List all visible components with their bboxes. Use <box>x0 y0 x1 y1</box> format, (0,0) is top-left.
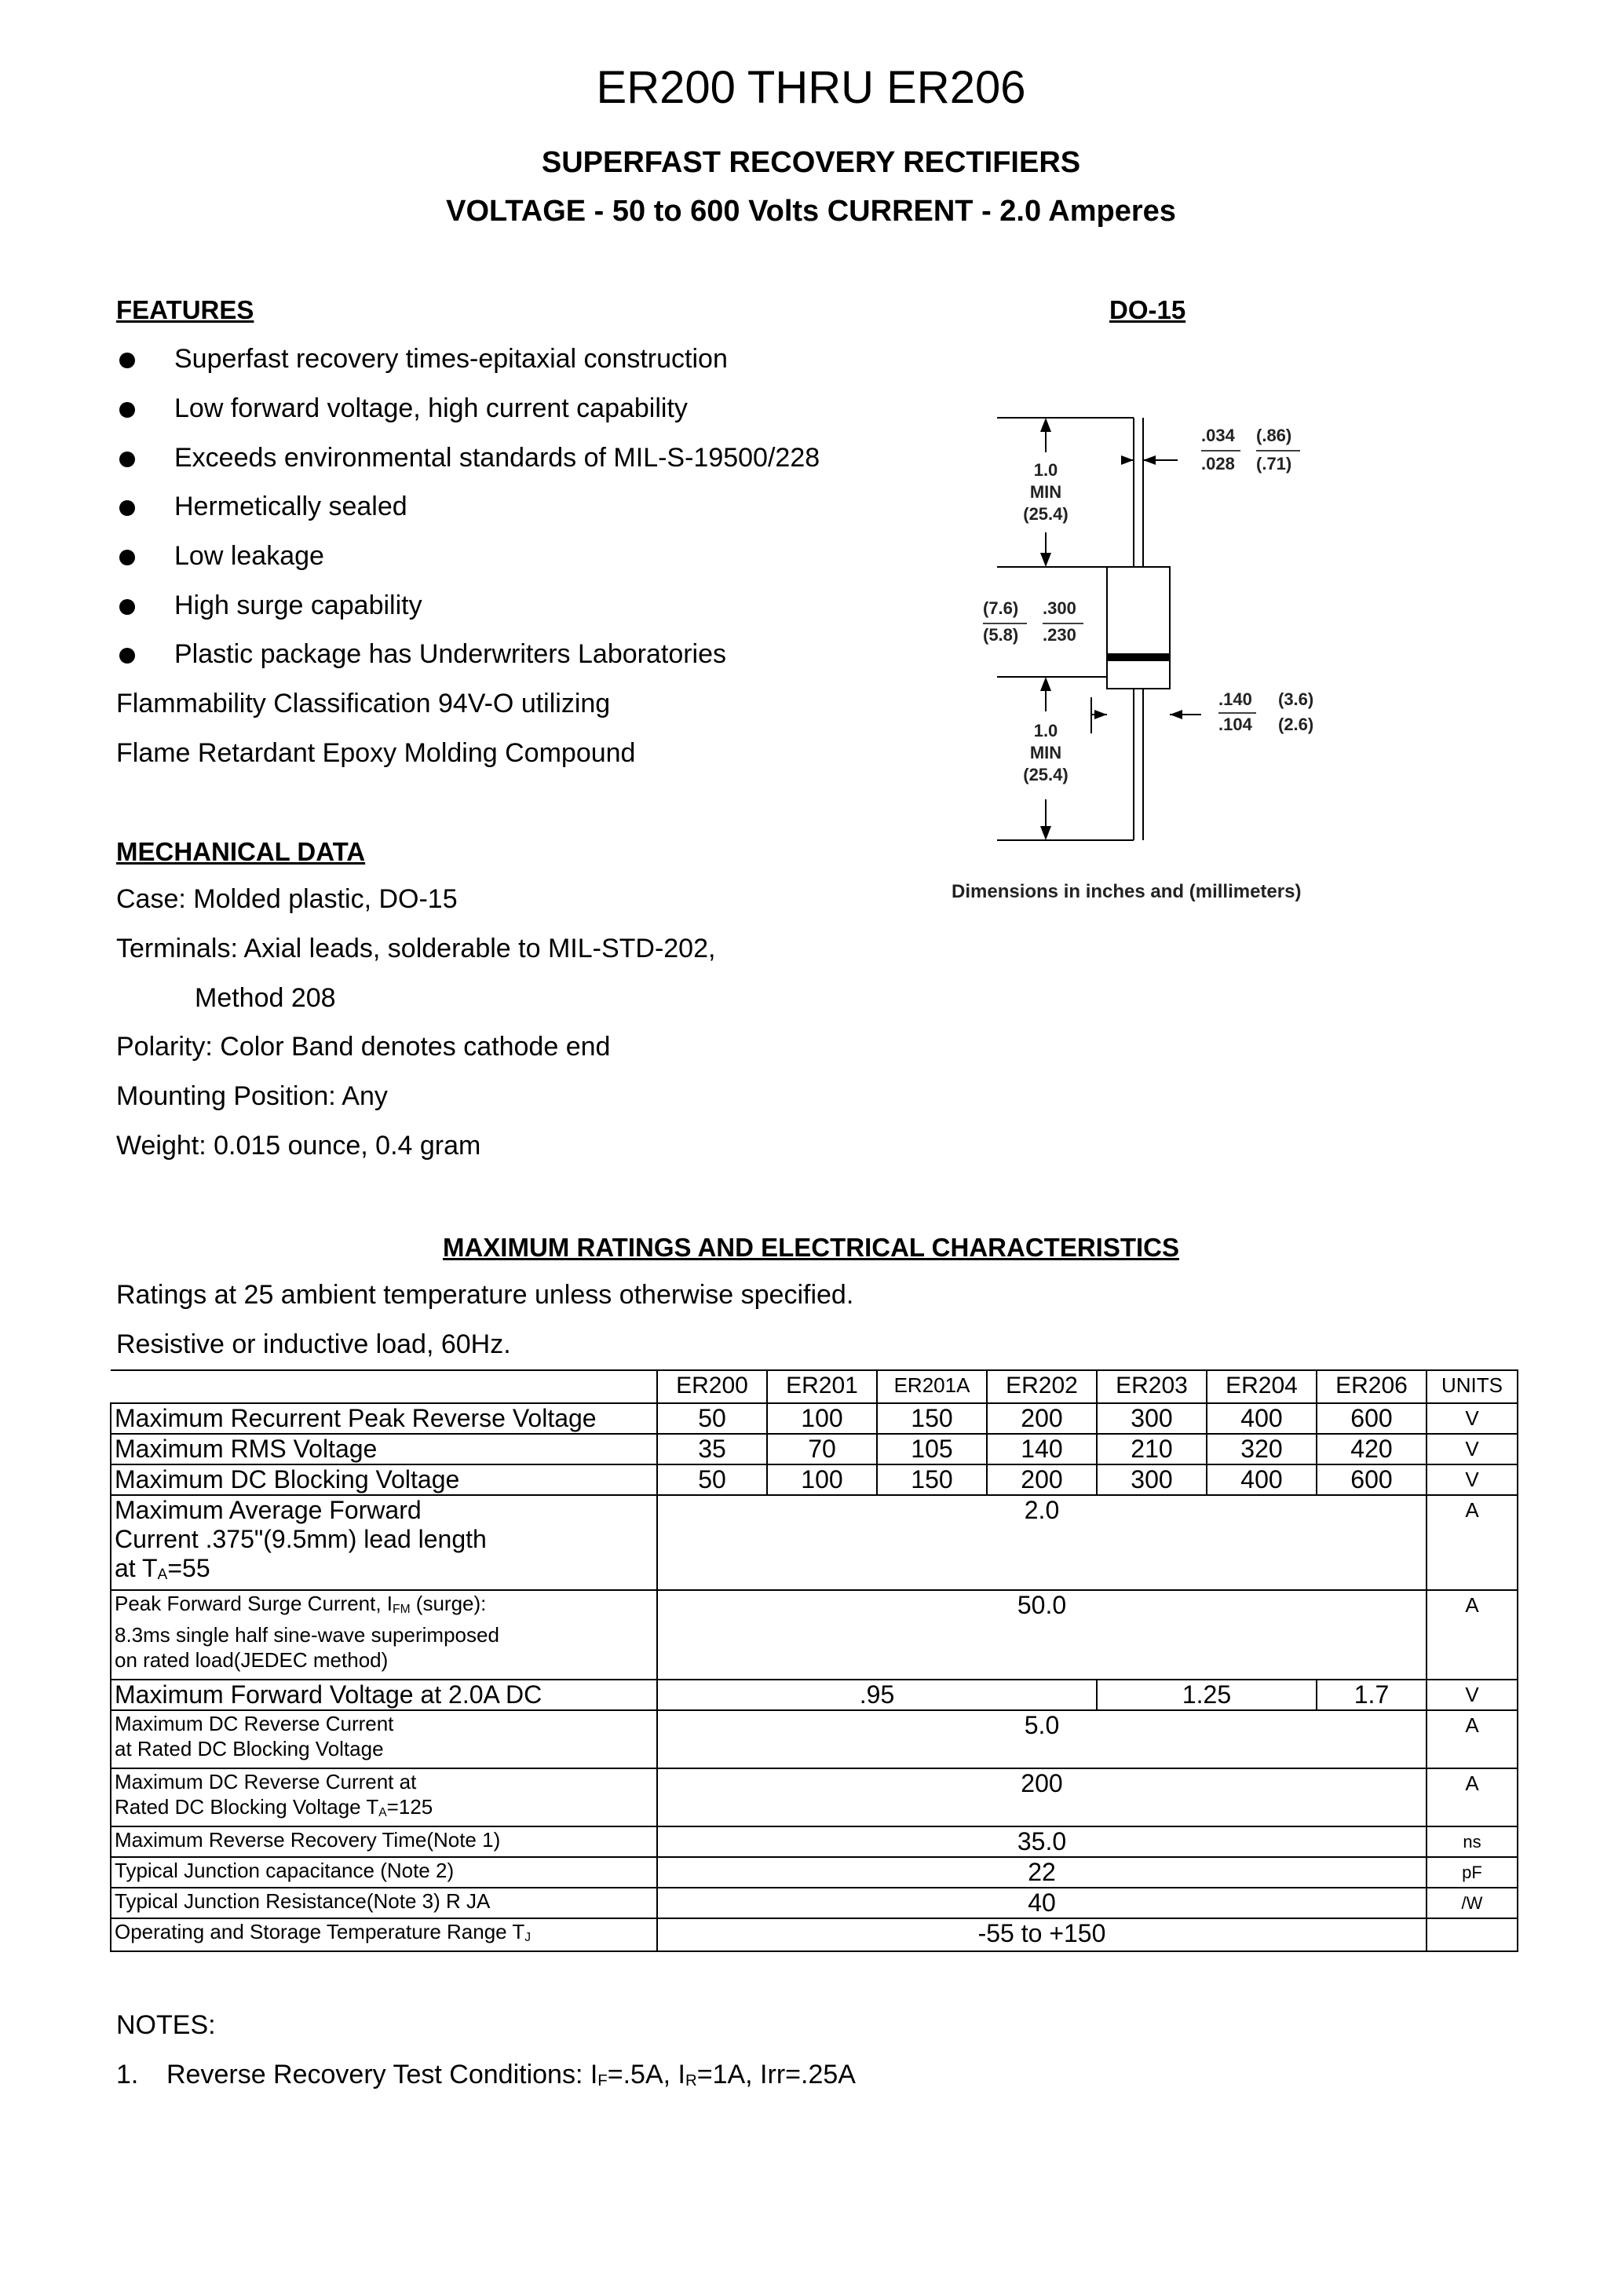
row-label-line: Current .375"(9.5mm) lead length <box>115 1525 487 1553</box>
ratings-heading: MAXIMUM RATINGS AND ELECTRICAL CHARACTERISTICS <box>442 1233 1180 1262</box>
row-label-line: Maximum DC Reverse Current at <box>115 1770 417 1793</box>
feature-item: Hermetically sealed <box>174 492 407 521</box>
table-cell: 50 <box>657 1403 767 1434</box>
dim-label: (25.4) <box>1023 765 1069 784</box>
mechanical-line: Method 208 <box>195 983 336 1013</box>
row-label: Maximum DC Blocking Voltage <box>111 1464 657 1495</box>
table-row <box>111 1918 1518 1951</box>
page-title: ER200 THRU ER206 <box>596 62 1026 113</box>
row-label <box>111 1495 657 1590</box>
dim-label: .034 <box>1201 426 1235 445</box>
table-cell: 35.0 <box>657 1826 1427 1857</box>
row-label-line: on rated load(JEDEC method) <box>115 1648 389 1672</box>
table-cell: 70 <box>767 1434 877 1464</box>
table-cell: 50.0 <box>657 1590 1427 1680</box>
dim-label: (.86) <box>1256 426 1292 445</box>
table-cell: 300 <box>1097 1403 1207 1434</box>
row-label <box>111 1710 657 1768</box>
dim-label: (25.4) <box>1023 504 1069 524</box>
table-cell: -55 to +150 <box>657 1918 1427 1951</box>
dim-label: MIN <box>1029 482 1062 502</box>
table-cell: 600 <box>1317 1464 1427 1495</box>
dim-label: 1.0 <box>1033 721 1058 740</box>
table-cell: 100 <box>767 1403 877 1434</box>
table-cell: 140 <box>987 1434 1097 1464</box>
table-row <box>111 1495 1518 1590</box>
feature-item: Low leakage <box>174 541 324 571</box>
dim-label: .300 <box>1043 598 1076 618</box>
table-cell: 420 <box>1317 1434 1427 1464</box>
dim-label: .104 <box>1218 715 1252 734</box>
unit-cell: ns <box>1427 1826 1518 1857</box>
table-cell: 400 <box>1207 1403 1317 1434</box>
features-heading: FEATURES <box>116 295 254 324</box>
table-row <box>111 1888 1518 1918</box>
feature-item: Low forward voltage, high current capability <box>174 393 688 423</box>
dimensions-note: Dimensions in inches and (millimeters) <box>952 881 1302 902</box>
subtitle: SUPERFAST RECOVERY RECTIFIERS <box>541 146 1081 179</box>
dim-label: MIN <box>1029 743 1062 762</box>
table-corner <box>111 1370 657 1403</box>
bullet-icon <box>119 353 135 368</box>
bullet-icon <box>119 452 135 467</box>
table-row <box>111 1857 1518 1888</box>
table-header-row <box>111 1370 1518 1403</box>
table-cell: 50 <box>657 1464 767 1495</box>
notes-heading: NOTES: <box>116 2010 216 2040</box>
cathode-band <box>1107 653 1170 661</box>
bullet-icon <box>119 550 135 565</box>
row-label: Maximum Forward Voltage at 2.0A DC <box>111 1680 657 1710</box>
row-label: Maximum Reverse Recovery Time(Note 1) <box>111 1826 657 1857</box>
table-cell: 150 <box>877 1464 987 1495</box>
row-label: Typical Junction capacitance (Note 2) <box>111 1857 657 1888</box>
column-header: ER201 <box>767 1370 877 1403</box>
row-label-line: Maximum DC Reverse Current <box>115 1712 394 1735</box>
feature-item: High surge capability <box>174 590 422 620</box>
row-label-line: at $T_A=55$ <box>115 1554 210 1583</box>
ratings-note: Resistive or inductive load, 60Hz. <box>116 1329 511 1359</box>
unit-cell: A <box>1427 1495 1518 1590</box>
row-label <box>111 1768 657 1826</box>
dim-label: (2.6) <box>1278 715 1314 734</box>
row-label: Operating and Storage Temperature Range $T_J$ <box>111 1918 657 1951</box>
feature-item: Superfast recovery times-epitaxial construction <box>174 344 728 374</box>
table-cell: 2.0 <box>657 1495 1427 1590</box>
table-cell: 210 <box>1097 1434 1207 1464</box>
unit-cell: A <box>1427 1590 1518 1680</box>
mechanical-line: Case: Molded plastic, DO-15 <box>116 884 458 914</box>
column-header: ER200 <box>657 1370 767 1403</box>
dim-label: (.71) <box>1256 454 1292 473</box>
rating-line: VOLTAGE - 50 to 600 Volts CURRENT - 2.0 Amperes <box>446 195 1176 228</box>
row-label: Maximum RMS Voltage <box>111 1434 657 1464</box>
dim-label: (5.8) <box>983 625 1019 645</box>
row-label-line: at Rated DC Blocking Voltage <box>115 1737 384 1760</box>
column-header: ER203 <box>1097 1370 1207 1403</box>
bullet-icon <box>119 402 135 418</box>
mechanical-line: Polarity: Color Band denotes cathode end <box>116 1032 611 1062</box>
mechanical-line: Terminals: Axial leads, solderable to MIL-STD-202, <box>116 934 716 963</box>
unit-cell: V <box>1427 1464 1518 1495</box>
table-cell: 400 <box>1207 1464 1317 1495</box>
table-row <box>111 1434 1518 1464</box>
table-cell: 100 <box>767 1464 877 1495</box>
table-row <box>111 1768 1518 1826</box>
table-cell: 300 <box>1097 1464 1207 1495</box>
table-cell: 200 <box>987 1464 1097 1495</box>
ratings-note: Ratings at 25 ambient temperature unless otherwise specified. <box>116 1280 854 1310</box>
column-header: ER204 <box>1207 1370 1317 1403</box>
column-header: ER206 <box>1317 1370 1427 1403</box>
row-label: Maximum Recurrent Peak Reverse Voltage <box>111 1403 657 1434</box>
feature-continuation: Flame Retardant Epoxy Molding Compound <box>116 738 636 768</box>
dim-label: (7.6) <box>983 598 1019 618</box>
table-row <box>111 1464 1518 1495</box>
dim-label: .028 <box>1201 454 1235 473</box>
note-text: Reverse Recovery Test Conditions: $I_F=.5A$, $I_R=1A$, Irr=.25A <box>166 2060 856 2089</box>
table-row <box>111 1590 1518 1680</box>
dim-label: 1.0 <box>1033 460 1058 480</box>
unit-cell: V <box>1427 1434 1518 1464</box>
mechanical-line: Mounting Position: Any <box>116 1081 388 1111</box>
table-cell: 320 <box>1207 1434 1317 1464</box>
row-label-line: Maximum Average Forward <box>115 1496 422 1524</box>
units-header: UNITS <box>1427 1370 1518 1403</box>
table-row <box>111 1403 1518 1434</box>
package-heading: DO-15 <box>1109 295 1186 324</box>
table-cell: 22 <box>657 1857 1427 1888</box>
unit-cell: pF <box>1427 1857 1518 1888</box>
table-cell: 40 <box>657 1888 1427 1918</box>
note-number: 1. <box>116 2060 139 2089</box>
row-label-line: Peak Forward Surge Current, $I_{FM}$ (surge): <box>115 1592 487 1616</box>
table-cell: 105 <box>877 1434 987 1464</box>
table-cell: 600 <box>1317 1403 1427 1434</box>
table-cell: 200 <box>657 1768 1427 1826</box>
mechanical-heading: MECHANICAL DATA <box>116 837 366 866</box>
feature-item: Plastic package has Underwriters Laboratories <box>174 639 727 669</box>
row-label: Typical Junction Resistance(Note 3) R JA <box>111 1888 657 1918</box>
table-cell: 1.25 <box>1097 1680 1317 1710</box>
row-label <box>111 1590 657 1680</box>
unit-cell: V <box>1427 1680 1518 1710</box>
unit-cell: V <box>1427 1403 1518 1434</box>
table-cell: .95 <box>657 1680 1097 1710</box>
unit-cell: A <box>1427 1710 1518 1768</box>
table-row <box>111 1680 1518 1710</box>
package-outline-drawing <box>942 400 1350 864</box>
dim-label: (3.6) <box>1278 689 1314 709</box>
unit-cell: /W <box>1427 1888 1518 1918</box>
column-header: ER201A <box>877 1370 987 1403</box>
feature-item: Exceeds environmental standards of MIL-S-19500/228 <box>174 443 820 473</box>
bullet-icon <box>119 500 135 516</box>
unit-cell <box>1427 1918 1518 1951</box>
table-cell: 35 <box>657 1434 767 1464</box>
dim-label: .230 <box>1043 625 1076 645</box>
mechanical-line: Weight: 0.015 ounce, 0.4 gram <box>116 1131 481 1161</box>
row-label-line: Rated DC Blocking Voltage $T_A=125$ <box>115 1795 433 1819</box>
dim-label: .140 <box>1218 689 1252 709</box>
table-cell: 200 <box>987 1403 1097 1434</box>
column-header: ER202 <box>987 1370 1097 1403</box>
table-cell: 150 <box>877 1403 987 1434</box>
bullet-icon <box>119 648 135 664</box>
table-cell: 5.0 <box>657 1710 1427 1768</box>
ratings-table <box>110 1369 1517 1952</box>
table-row <box>111 1826 1518 1857</box>
row-label-line: 8.3ms single half sine-wave superimposed <box>115 1623 499 1647</box>
bullet-icon <box>119 599 135 615</box>
feature-continuation: Flammability Classification 94V-O utilizing <box>116 689 611 718</box>
table-cell: 1.7 <box>1317 1680 1427 1710</box>
table-row <box>111 1710 1518 1768</box>
unit-cell: A <box>1427 1768 1518 1826</box>
